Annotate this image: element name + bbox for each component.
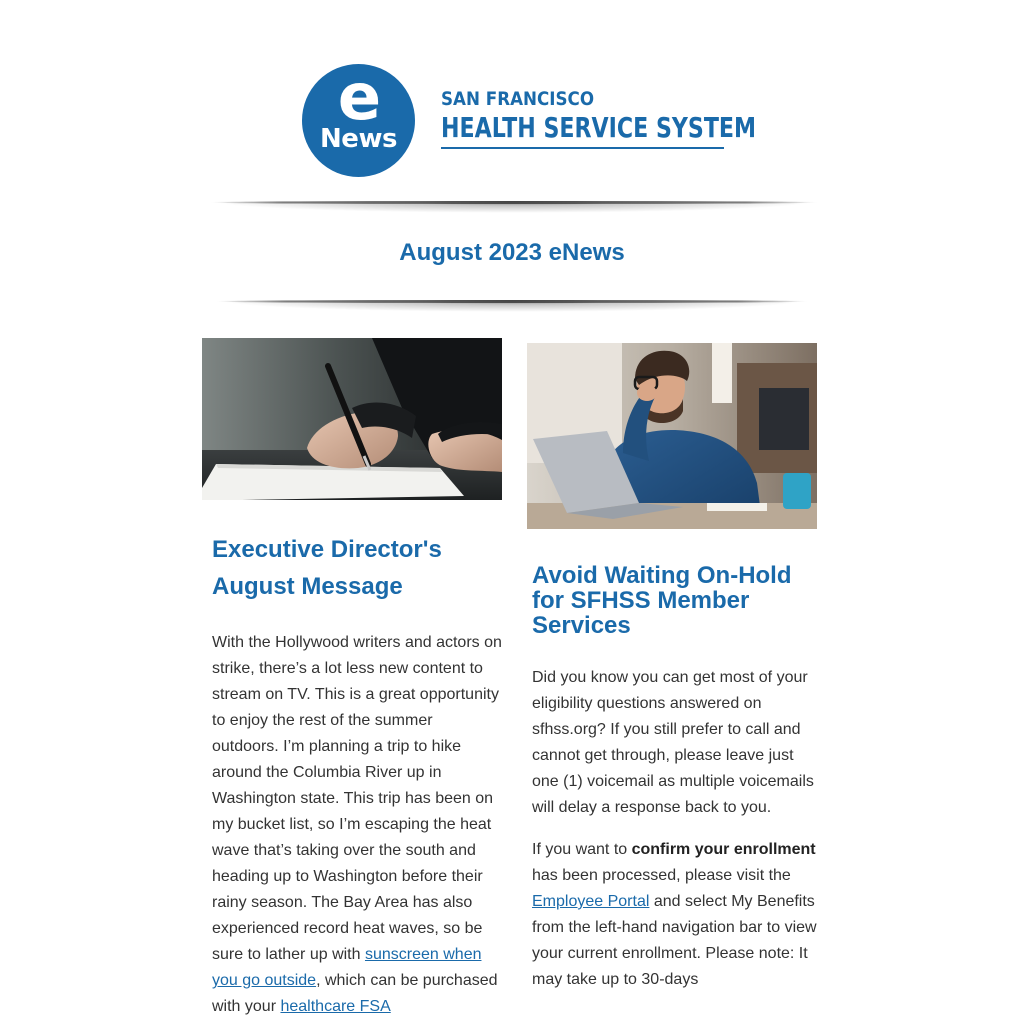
article-avoid-waiting (532, 563, 817, 993)
employee-portal-link[interactable]: Employee Portal (532, 893, 650, 910)
divider-bottom (216, 300, 808, 312)
divider-top (210, 201, 818, 213)
article-title (212, 531, 502, 605)
article-title-line2: August Message (212, 573, 403, 600)
body-text: has been processed, please visit the (532, 867, 791, 884)
article-title: Avoid Waiting On-Hold for SFHSS Member Services (532, 562, 792, 639)
enews-logo (302, 61, 415, 177)
org-name-underline (441, 147, 724, 149)
body-text: and select My Benefits from the left-hand navigation bar to view your current enrollment. Please note: It may take up to 30-days (532, 893, 817, 988)
article-executive-director (212, 531, 502, 1020)
logo-e-letter: e (337, 61, 380, 135)
healthcare-fsa-link[interactable]: healthcare FSA (280, 998, 391, 1015)
article-body (212, 630, 502, 1020)
issue-title: August 2023 eNews (399, 239, 625, 266)
enews-header (300, 61, 757, 180)
article-paragraph-1: Did you know you can get most of your eligibility questions answered on sfhss.org? If you still prefer to call and cannot get through, please leave just one (1) voicemail as multiple voicemails will delay a response back to you. (532, 669, 814, 816)
article-paragraph-2 (532, 837, 817, 993)
bold-text: confirm your enrollment (631, 841, 816, 858)
org-name-line1: SAN FRANCISCO (441, 88, 595, 110)
article-title-line1: Executive Director's (212, 536, 442, 563)
stressed-man-laptop-photo (527, 343, 817, 529)
org-name-line2: HEALTH SERVICE SYSTEM (441, 111, 757, 144)
body-text: With the Hollywood writers and actors on strike, there’s a lot less new content to stream on TV. This is a great opportunity to enjoy the rest of the summer outdoors. I’m planning a trip to hike around the Columbia River up in Washington state. This trip has been on my bucket list, so I’m escaping the heat wave that’s taking over the south and heading up to Washington before their rainy season. The Bay Area has also experienced record heat waves, so be sure to lather up with (212, 634, 502, 963)
logo-news-word: News (320, 124, 397, 154)
body-text: If you want to (532, 841, 632, 858)
sunscreen-link[interactable]: sunscreen when you go outside (212, 946, 482, 989)
signing-document-photo (202, 338, 502, 500)
body-text: , which can be purchased with your (212, 972, 498, 1015)
